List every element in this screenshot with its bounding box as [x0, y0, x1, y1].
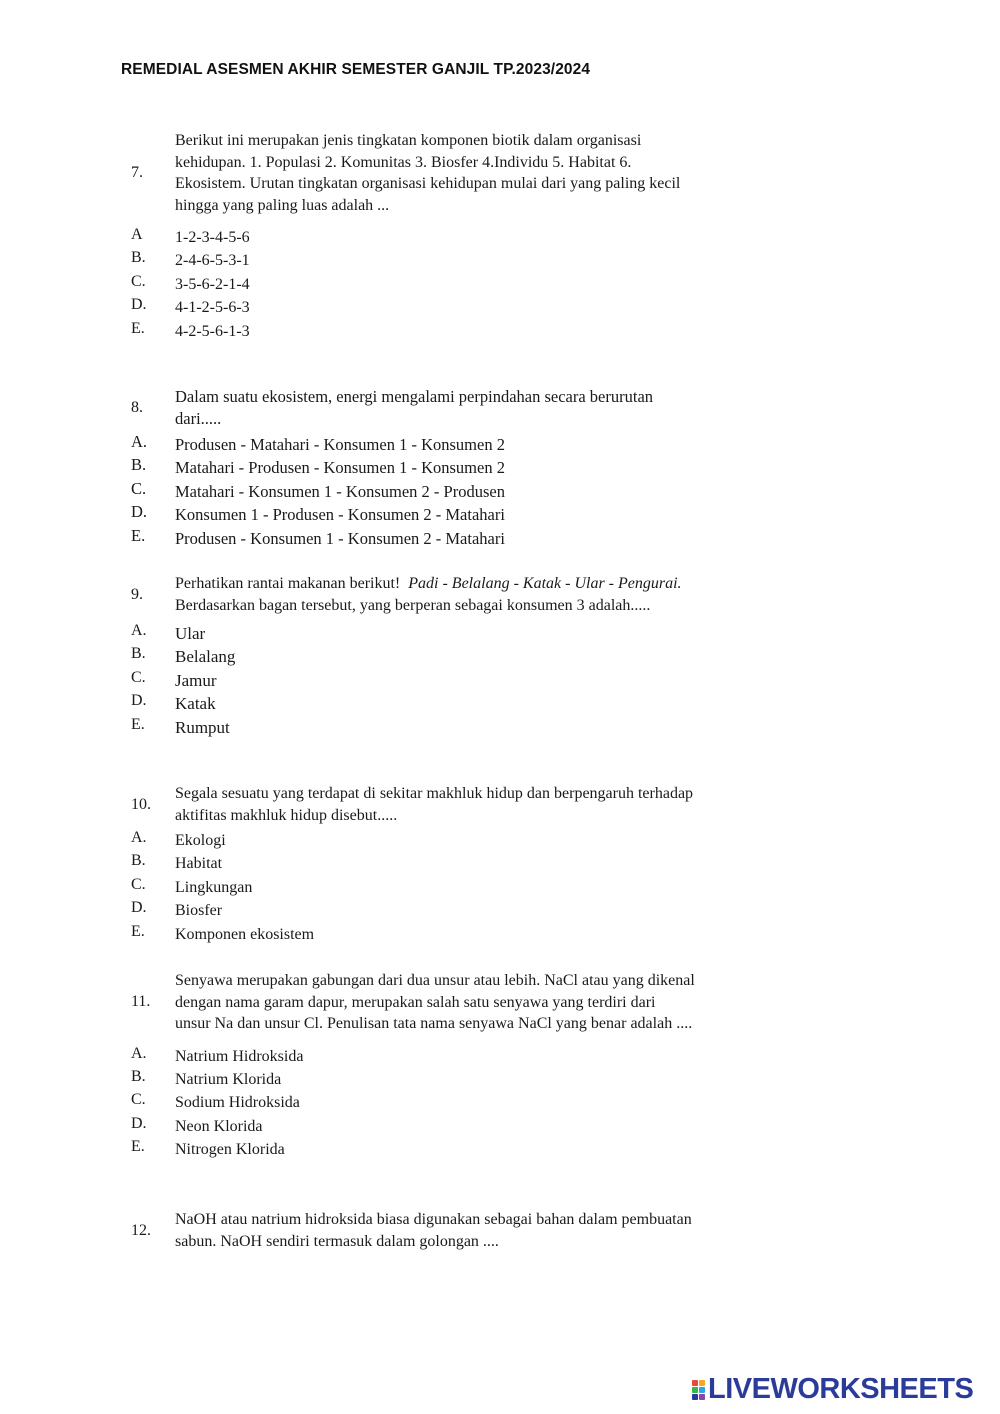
option-text: Natrium Hidroksida: [175, 1047, 304, 1065]
option-c[interactable]: [0, 670, 1000, 693]
question-text: Segala sesuatu yang terdapat di sekitar makhluk hidup dan berpengaruh terhadap aktifitas makhluk hidup disebut.....: [175, 785, 694, 824]
option-text: Produsen - Matahari - Konsumen 1 - Konsumen 2: [175, 435, 505, 454]
option-b[interactable]: [0, 853, 1000, 876]
option-b[interactable]: [0, 1069, 1000, 1092]
option-letter: A.: [131, 829, 147, 846]
question-text: Berikut ini merupakan jenis tingkatan komponen biotik dalam organisasi kehidupan. 1. Populasi 2. Komunitas 3. Biosfer 4.Individu 5. Habitat 6. Ekosistem. Urutan tingkatan organisasi kehidupan mulai dari yang paling kecil hingga yang paling luas adalah ...: [175, 132, 681, 214]
liveworksheets-logo: [692, 1373, 973, 1406]
option-letter: D.: [131, 296, 147, 314]
logo-text: LIVEWORKSHEETS: [708, 1373, 974, 1405]
option-d[interactable]: [0, 693, 1000, 716]
question-9: [0, 573, 1000, 740]
option-letter: C.: [131, 478, 147, 498]
option-text: Ular: [175, 624, 206, 643]
option-letter: E.: [131, 525, 146, 545]
option-d[interactable]: [0, 503, 1000, 526]
option-b[interactable]: [0, 456, 1000, 479]
option-text: Lingkungan: [175, 878, 253, 896]
option-b[interactable]: [0, 250, 1000, 273]
option-text: Biosfer: [175, 902, 223, 920]
option-letter: E.: [131, 922, 145, 940]
option-text: Matahari - Produsen - Konsumen 1 - Konsumen 2: [175, 458, 505, 478]
question-text-rest: Berdasarkan bagan tersebut, yang berperan sebagai konsumen 3 adalah.....: [175, 596, 651, 614]
option-d[interactable]: [0, 297, 1000, 320]
option-letter: C.: [131, 272, 146, 290]
question-11: [0, 970, 1000, 1162]
logo-square: [699, 1394, 705, 1400]
option-text: Neon Klorida: [175, 1117, 263, 1135]
option-d[interactable]: [0, 900, 1000, 923]
option-letter: D.: [131, 502, 148, 522]
option-letter: B.: [131, 852, 146, 870]
option-text: 3-5-6-2-1-4: [175, 275, 250, 293]
question-number: 10.: [131, 795, 151, 813]
option-a[interactable]: [0, 623, 1000, 646]
option-letter: C.: [131, 1091, 146, 1109]
option-letter: E.: [131, 1138, 145, 1156]
option-e[interactable]: [0, 321, 1000, 344]
option-b[interactable]: [0, 646, 1000, 669]
question-7: [0, 130, 1000, 344]
logo-icon: [692, 1380, 705, 1400]
option-letter: A.: [131, 432, 148, 451]
option-letter: B.: [131, 645, 146, 663]
option-text: Ekologi: [175, 832, 226, 849]
option-e[interactable]: [0, 1139, 1000, 1162]
logo-square: [692, 1380, 698, 1386]
option-text: Belalang: [175, 647, 236, 667]
option-text: Katak: [175, 694, 216, 714]
option-letter: A: [131, 226, 143, 243]
option-letter: A.: [131, 1044, 147, 1062]
option-letter: A.: [131, 622, 147, 639]
option-text: Habitat: [175, 855, 223, 873]
option-letter: C.: [131, 668, 146, 686]
option-text: Produsen - Konsumen 1 - Konsumen 2 - Matahari: [175, 528, 505, 548]
option-letter: D.: [131, 692, 147, 710]
option-letter: E.: [131, 319, 145, 337]
question-text: Senyawa merupakan gabungan dari dua unsur atau lebih. NaCl atau yang dikenal dengan nama garam dapur, merupakan salah satu senyawa yang terdiri dari unsur Na dan unsur Cl. Penulisan tata nama senyawa NaCl yang benar adalah ....: [175, 972, 695, 1032]
option-text: Komponen ekosistem: [175, 925, 315, 943]
question-text: Dalam suatu ekosistem, energi mengalami perpindahan secara berurutan dari.....: [175, 387, 654, 428]
question-number: 12.: [131, 1221, 151, 1239]
option-letter: B.: [131, 249, 146, 267]
option-text: 2-4-6-5-3-1: [175, 252, 250, 270]
option-text: Sodium Hidroksida: [175, 1094, 300, 1112]
option-e[interactable]: [0, 717, 1000, 740]
option-c[interactable]: [0, 480, 1000, 503]
option-a[interactable]: [0, 433, 1000, 456]
option-text: Matahari - Konsumen 1 - Konsumen 2 - Produsen: [175, 481, 505, 501]
option-letter: C.: [131, 875, 146, 893]
option-text: 4-2-5-6-1-3: [175, 322, 250, 340]
option-text: 1-2-3-4-5-6: [175, 229, 250, 246]
option-c[interactable]: [0, 877, 1000, 900]
option-text: Nitrogen Klorida: [175, 1141, 285, 1159]
option-a[interactable]: [0, 830, 1000, 853]
option-letter: D.: [131, 1114, 147, 1132]
option-text: Natrium Klorida: [175, 1070, 282, 1088]
option-d[interactable]: [0, 1116, 1000, 1139]
option-letter: B.: [131, 455, 147, 475]
option-a[interactable]: [0, 227, 1000, 250]
option-c[interactable]: [0, 274, 1000, 297]
option-letter: D.: [131, 899, 147, 917]
question-text-intro: Perhatikan rantai makanan berikut!: [175, 575, 401, 592]
option-a[interactable]: [0, 1046, 1000, 1069]
option-c[interactable]: [0, 1092, 1000, 1115]
question-text: NaOH atau natrium hidroksida biasa digunakan sebagai bahan dalam pembuatan sabun. NaOH sendiri termasuk dalam golongan ....: [175, 1211, 692, 1250]
logo-square: [699, 1387, 705, 1393]
question-text: [175, 573, 695, 616]
logo-square: [692, 1394, 698, 1400]
question-12: [0, 1209, 1000, 1252]
question-10: [0, 783, 1000, 947]
option-text: 4-1-2-5-6-3: [175, 299, 250, 317]
option-letter: E.: [131, 715, 145, 733]
option-letter: B.: [131, 1067, 146, 1085]
option-text: Rumput: [175, 717, 230, 737]
option-text: Jamur: [175, 670, 217, 690]
option-text: Konsumen 1 - Produsen - Konsumen 2 - Matahari: [175, 505, 505, 525]
option-e[interactable]: [0, 527, 1000, 550]
food-chain: Padi - Belalang - Katak - Ular - Pengurai.: [408, 575, 682, 592]
option-e[interactable]: [0, 924, 1000, 947]
question-number: 11.: [131, 993, 151, 1011]
question-8: [0, 386, 1000, 550]
logo-square: [692, 1387, 698, 1393]
question-number: 8.: [131, 398, 143, 416]
question-number: 7.: [131, 164, 143, 181]
question-number: 9.: [131, 585, 143, 603]
logo-square: [699, 1380, 705, 1386]
page-title: REMEDIAL ASESMEN AKHIR SEMESTER GANJIL TP.2023/2024: [121, 61, 591, 78]
